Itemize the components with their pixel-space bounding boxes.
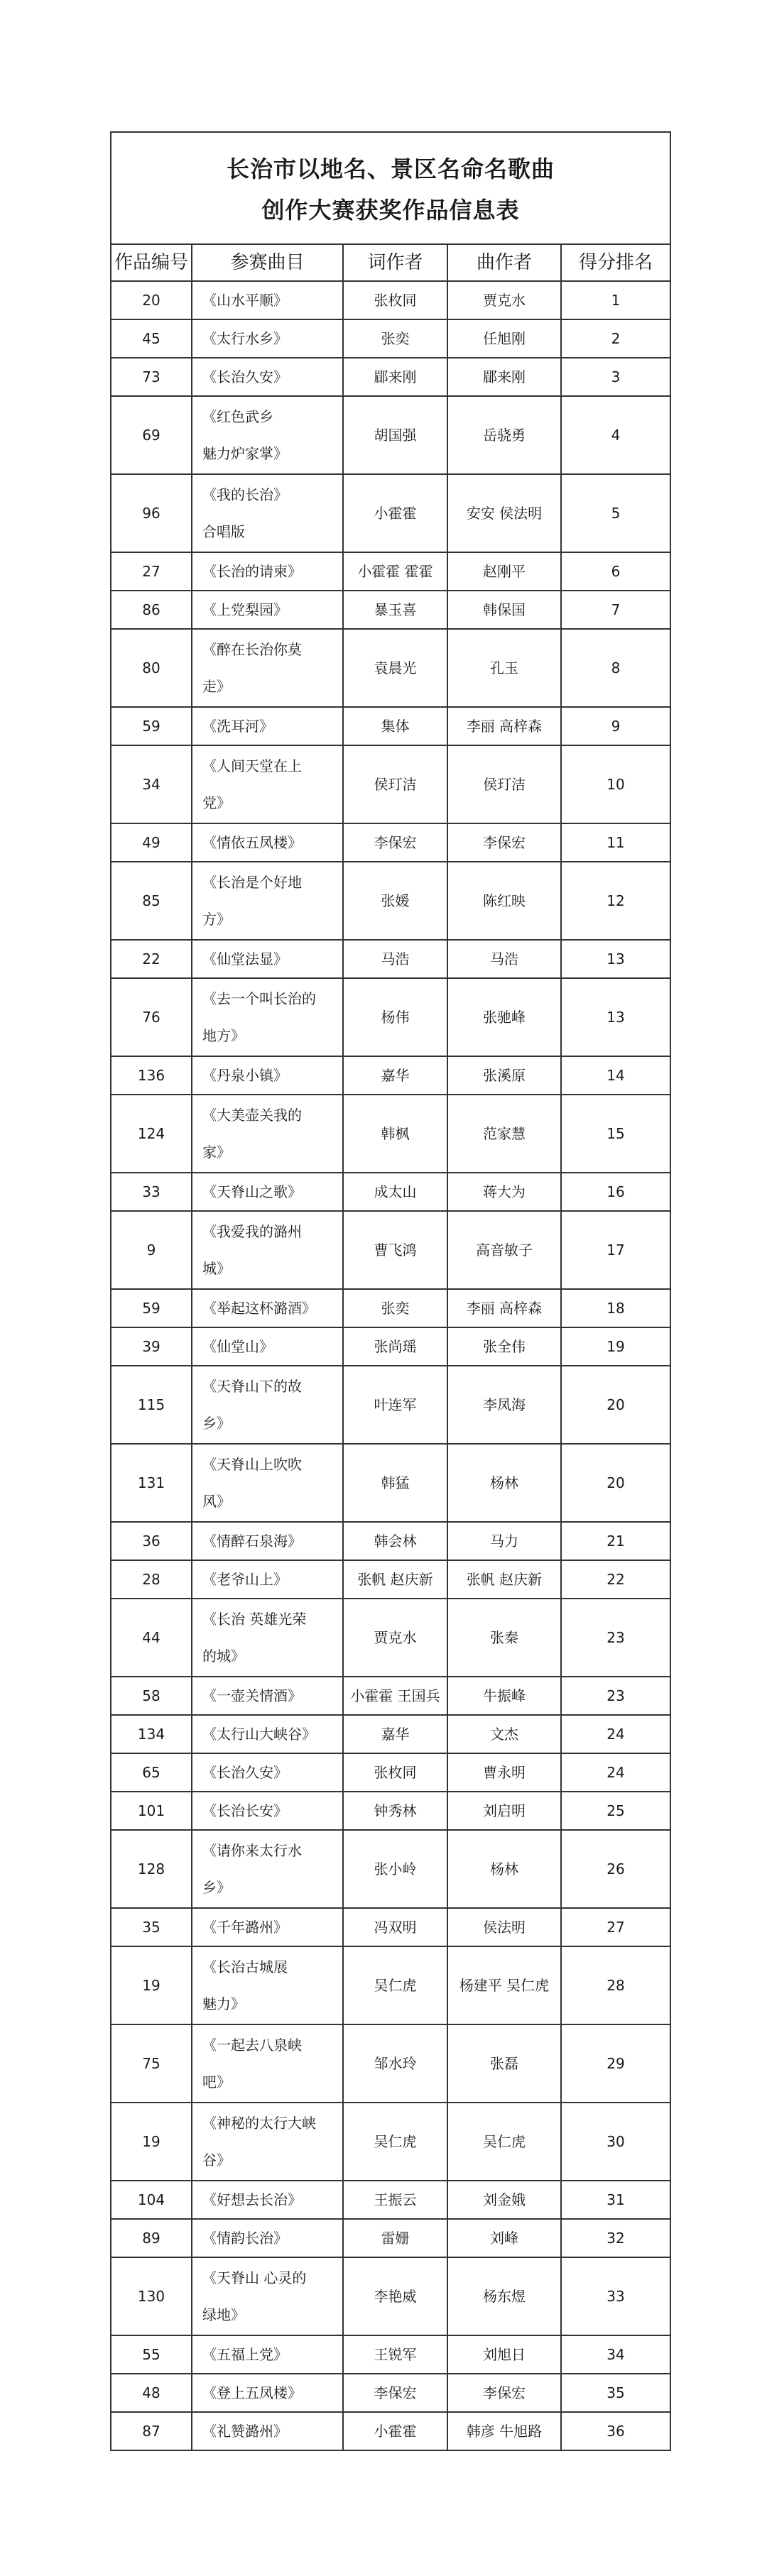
song-title-cell: 《老爷山上》: [192, 1560, 343, 1599]
work-id-cell: 27: [111, 552, 192, 591]
song-title-cell: 《情醉石泉海》: [192, 1522, 343, 1560]
work-id-cell: 59: [111, 1289, 192, 1327]
composer-cell: 杨林: [447, 1444, 561, 1522]
lyricist-cell: 张枚同: [343, 281, 447, 319]
song-title-cell: 《好想去长治》: [192, 2181, 343, 2219]
work-id-cell: 34: [111, 745, 192, 823]
work-id-cell: 22: [111, 940, 192, 978]
lyricist-cell: 李艳威: [343, 2257, 447, 2335]
song-title-cell: 《醉在长治你莫 走》: [192, 629, 343, 707]
song-title-cell: 《长治久安》: [192, 358, 343, 396]
work-id-cell: 69: [111, 396, 192, 474]
song-title-cell: 《神秘的太行大峡 谷》: [192, 2103, 343, 2181]
song-title-cell: 《我爱我的潞州 城》: [192, 1211, 343, 1289]
rank-cell: 4: [561, 396, 670, 474]
work-id-cell: 130: [111, 2257, 192, 2335]
lyricist-cell: 小霍霍: [343, 474, 447, 552]
table-row: [111, 978, 670, 1056]
lyricist-cell: 郿来刚: [343, 358, 447, 396]
composer-cell: 吴仁虎: [447, 2103, 561, 2181]
title-row: [111, 132, 670, 244]
rank-cell: 34: [561, 2335, 670, 2374]
table-row: [111, 2103, 670, 2181]
rank-cell: 23: [561, 1599, 670, 1677]
rank-cell: 6: [561, 552, 670, 591]
composer-cell: 刘金娥: [447, 2181, 561, 2219]
composer-cell: 李凤海: [447, 1366, 561, 1444]
composer-cell: 任旭刚: [447, 319, 561, 358]
table-row: [111, 474, 670, 552]
work-id-cell: 49: [111, 823, 192, 862]
composer-cell: 张驰峰: [447, 978, 561, 1056]
composer-cell: 安安 侯法明: [447, 474, 561, 552]
lyricist-cell: 成太山: [343, 1173, 447, 1211]
rank-cell: 29: [561, 2024, 670, 2103]
header-lyricist: 词作者: [343, 244, 447, 281]
table-row: [111, 591, 670, 629]
lyricist-cell: 马浩: [343, 940, 447, 978]
composer-cell: 刘启明: [447, 1792, 561, 1830]
song-title-cell: 《情依五凤楼》: [192, 823, 343, 862]
rank-cell: 17: [561, 1211, 670, 1289]
composer-cell: 陈红映: [447, 862, 561, 940]
song-title-cell: 《一起去八泉峡 吧》: [192, 2024, 343, 2103]
rank-cell: 14: [561, 1056, 670, 1095]
table-row: [111, 1560, 670, 1599]
song-title-cell: 《天脊山上吹吹 风》: [192, 1444, 343, 1522]
lyricist-cell: 韩会林: [343, 1522, 447, 1560]
song-title-cell: 《仙堂法显》: [192, 940, 343, 978]
table-row: [111, 1095, 670, 1173]
lyricist-cell: 小霍霍 王国兵: [343, 1677, 447, 1715]
song-title-cell: 《山水平顺》: [192, 281, 343, 319]
table-row: [111, 1522, 670, 1560]
table-row: [111, 1792, 670, 1830]
work-id-cell: 124: [111, 1095, 192, 1173]
composer-cell: 岳骁勇: [447, 396, 561, 474]
rank-cell: 24: [561, 1753, 670, 1792]
lyricist-cell: 曹飞鸿: [343, 1211, 447, 1289]
composer-cell: 刘峰: [447, 2219, 561, 2257]
work-id-cell: 59: [111, 707, 192, 745]
table-row: [111, 358, 670, 396]
composer-cell: 蒋大为: [447, 1173, 561, 1211]
header-composer: 曲作者: [447, 244, 561, 281]
rank-cell: 21: [561, 1522, 670, 1560]
composer-cell: 高音敏子: [447, 1211, 561, 1289]
work-id-cell: 115: [111, 1366, 192, 1444]
table-row: [111, 396, 670, 474]
work-id-cell: 58: [111, 1677, 192, 1715]
lyricist-cell: 小霍霍 霍霍: [343, 552, 447, 591]
table-row: [111, 2257, 670, 2335]
table-row: [111, 2374, 670, 2412]
song-title-cell: 《长治的请柬》: [192, 552, 343, 591]
song-title-cell: 《太行山大峡谷》: [192, 1715, 343, 1753]
table-row: [111, 1715, 670, 1753]
composer-cell: 文杰: [447, 1715, 561, 1753]
rank-cell: 36: [561, 2412, 670, 2450]
rank-cell: 20: [561, 1366, 670, 1444]
song-title-cell: 《千年潞州》: [192, 1908, 343, 1946]
composer-cell: 刘旭日: [447, 2335, 561, 2374]
rank-cell: 31: [561, 2181, 670, 2219]
composer-cell: 张帆 赵庆新: [447, 1560, 561, 1599]
composer-cell: 韩彦 牛旭路: [447, 2412, 561, 2450]
table-row: [111, 2181, 670, 2219]
composer-cell: 李丽 高梓森: [447, 707, 561, 745]
title-line-2: 创作大赛获奖作品信息表: [261, 197, 520, 224]
song-title-cell: 《五福上党》: [192, 2335, 343, 2374]
lyricist-cell: 李保宏: [343, 2374, 447, 2412]
lyricist-cell: 暴玉喜: [343, 591, 447, 629]
composer-cell: 张秦: [447, 1599, 561, 1677]
lyricist-cell: 张奕: [343, 1289, 447, 1327]
work-id-cell: 20: [111, 281, 192, 319]
work-id-cell: 85: [111, 862, 192, 940]
table-row: [111, 1211, 670, 1289]
lyricist-cell: 张奕: [343, 319, 447, 358]
song-title-cell: 《天脊山 心灵的 绿地》: [192, 2257, 343, 2335]
lyricist-cell: 袁晨光: [343, 629, 447, 707]
table-row: [111, 940, 670, 978]
work-id-cell: 89: [111, 2219, 192, 2257]
lyricist-cell: 张尚瑶: [343, 1327, 447, 1366]
lyricist-cell: 集体: [343, 707, 447, 745]
composer-cell: 侯玎洁: [447, 745, 561, 823]
table-row: [111, 745, 670, 823]
song-title-cell: 《我的长治》 合唱版: [192, 474, 343, 552]
rank-cell: 11: [561, 823, 670, 862]
composer-cell: 马力: [447, 1522, 561, 1560]
song-title-cell: 《人间天堂在上 党》: [192, 745, 343, 823]
table-row: [111, 2024, 670, 2103]
composer-cell: 杨建平 吴仁虎: [447, 1946, 561, 2024]
song-title-cell: 《太行水乡》: [192, 319, 343, 358]
lyricist-cell: 张帆 赵庆新: [343, 1560, 447, 1599]
rank-cell: 25: [561, 1792, 670, 1830]
rank-cell: 26: [561, 1830, 670, 1908]
song-title-cell: 《丹泉小镇》: [192, 1056, 343, 1095]
composer-cell: 韩保国: [447, 591, 561, 629]
lyricist-cell: 贾克水: [343, 1599, 447, 1677]
composer-cell: 李丽 高梓森: [447, 1289, 561, 1327]
song-title-cell: 《登上五凤楼》: [192, 2374, 343, 2412]
work-id-cell: 86: [111, 591, 192, 629]
composer-cell: 张全伟: [447, 1327, 561, 1366]
rank-cell: 23: [561, 1677, 670, 1715]
header-row: [111, 244, 670, 281]
rank-cell: 2: [561, 319, 670, 358]
song-title-cell: 《天脊山之歌》: [192, 1173, 343, 1211]
work-id-cell: 36: [111, 1522, 192, 1560]
work-id-cell: 101: [111, 1792, 192, 1830]
title-line-1: 长治市以地名、景区名命名歌曲: [227, 155, 555, 182]
rank-cell: 3: [561, 358, 670, 396]
song-title-cell: 《大美壶关我的 家》: [192, 1095, 343, 1173]
work-id-cell: 9: [111, 1211, 192, 1289]
rank-cell: 13: [561, 940, 670, 978]
table-row: [111, 319, 670, 358]
rank-cell: 19: [561, 1327, 670, 1366]
table-row: [111, 1946, 670, 2024]
composer-cell: 侯法明: [447, 1908, 561, 1946]
lyricist-cell: 钟秀林: [343, 1792, 447, 1830]
composer-cell: 杨东煜: [447, 2257, 561, 2335]
song-title-cell: 《长治古城展 魅力》: [192, 1946, 343, 2024]
work-id-cell: 87: [111, 2412, 192, 2450]
song-title-cell: 《天脊山下的故 乡》: [192, 1366, 343, 1444]
work-id-cell: 44: [111, 1599, 192, 1677]
table-row: [111, 1444, 670, 1522]
composer-cell: 牛振峰: [447, 1677, 561, 1715]
rank-cell: 18: [561, 1289, 670, 1327]
composer-cell: 曹永明: [447, 1753, 561, 1792]
table-row: [111, 629, 670, 707]
table-row: [111, 1599, 670, 1677]
table-row: [111, 552, 670, 591]
lyricist-cell: 嘉华: [343, 1056, 447, 1095]
lyricist-cell: 侯玎洁: [343, 745, 447, 823]
header-song: 参赛曲目: [192, 244, 343, 281]
work-id-cell: 104: [111, 2181, 192, 2219]
composer-cell: 赵刚平: [447, 552, 561, 591]
rank-cell: 24: [561, 1715, 670, 1753]
work-id-cell: 48: [111, 2374, 192, 2412]
lyricist-cell: 雷姗: [343, 2219, 447, 2257]
song-title-cell: 《洗耳河》: [192, 707, 343, 745]
rank-cell: 28: [561, 1946, 670, 2024]
work-id-cell: 19: [111, 2103, 192, 2181]
lyricist-cell: 吴仁虎: [343, 1946, 447, 2024]
work-id-cell: 136: [111, 1056, 192, 1095]
song-title-cell: 《礼赞潞州》: [192, 2412, 343, 2450]
table-row: [111, 1677, 670, 1715]
lyricist-cell: 吴仁虎: [343, 2103, 447, 2181]
composer-cell: 孔玉: [447, 629, 561, 707]
composer-cell: 杨林: [447, 1830, 561, 1908]
composer-cell: 李保宏: [447, 823, 561, 862]
song-title-cell: 《仙堂山》: [192, 1327, 343, 1366]
rank-cell: 30: [561, 2103, 670, 2181]
lyricist-cell: 韩猛: [343, 1444, 447, 1522]
table-row: [111, 1173, 670, 1211]
work-id-cell: 33: [111, 1173, 192, 1211]
composer-cell: 李保宏: [447, 2374, 561, 2412]
table-row: [111, 1753, 670, 1792]
rank-cell: 12: [561, 862, 670, 940]
work-id-cell: 55: [111, 2335, 192, 2374]
composer-cell: 郿来刚: [447, 358, 561, 396]
song-title-cell: 《长治 英雄光荣 的城》: [192, 1599, 343, 1677]
table-row: [111, 823, 670, 862]
lyricist-cell: 冯双明: [343, 1908, 447, 1946]
work-id-cell: 76: [111, 978, 192, 1056]
work-id-cell: 45: [111, 319, 192, 358]
rank-cell: 32: [561, 2219, 670, 2257]
table-row: [111, 1289, 670, 1327]
table-title: [111, 132, 670, 244]
song-title-cell: 《红色武乡 魅力炉家掌》: [192, 396, 343, 474]
composer-cell: 马浩: [447, 940, 561, 978]
song-title-cell: 《去一个叫长治的 地方》: [192, 978, 343, 1056]
work-id-cell: 28: [111, 1560, 192, 1599]
rank-cell: 20: [561, 1444, 670, 1522]
table-row: [111, 1056, 670, 1095]
lyricist-cell: 韩枫: [343, 1095, 447, 1173]
work-id-cell: 35: [111, 1908, 192, 1946]
table-row: [111, 2335, 670, 2374]
work-id-cell: 134: [111, 1715, 192, 1753]
rank-cell: 1: [561, 281, 670, 319]
rank-cell: 8: [561, 629, 670, 707]
work-id-cell: 19: [111, 1946, 192, 2024]
lyricist-cell: 张媛: [343, 862, 447, 940]
rank-cell: 5: [561, 474, 670, 552]
rank-cell: 15: [561, 1095, 670, 1173]
song-title-cell: 《情韵长治》: [192, 2219, 343, 2257]
lyricist-cell: 杨伟: [343, 978, 447, 1056]
work-id-cell: 75: [111, 2024, 192, 2103]
header-id: 作品编号: [111, 244, 192, 281]
work-id-cell: 39: [111, 1327, 192, 1366]
lyricist-cell: 邹水玲: [343, 2024, 447, 2103]
song-title-cell: 《上党梨园》: [192, 591, 343, 629]
composer-cell: 范家慧: [447, 1095, 561, 1173]
table-row: [111, 862, 670, 940]
work-id-cell: 131: [111, 1444, 192, 1522]
award-info-table: [110, 131, 671, 2451]
lyricist-cell: 胡国强: [343, 396, 447, 474]
composer-cell: 贾克水: [447, 281, 561, 319]
song-title-cell: 《长治是个好地 方》: [192, 862, 343, 940]
table-row: [111, 1830, 670, 1908]
table-row: [111, 1908, 670, 1946]
lyricist-cell: 张枚同: [343, 1753, 447, 1792]
composer-cell: 张溪原: [447, 1056, 561, 1095]
rank-cell: 13: [561, 978, 670, 1056]
song-title-cell: 《长治久安》: [192, 1753, 343, 1792]
work-id-cell: 128: [111, 1830, 192, 1908]
rank-cell: 22: [561, 1560, 670, 1599]
rank-cell: 16: [561, 1173, 670, 1211]
song-title-cell: 《长治长安》: [192, 1792, 343, 1830]
lyricist-cell: 王振云: [343, 2181, 447, 2219]
work-id-cell: 80: [111, 629, 192, 707]
song-title-cell: 《举起这杯潞酒》: [192, 1289, 343, 1327]
work-id-cell: 73: [111, 358, 192, 396]
lyricist-cell: 李保宏: [343, 823, 447, 862]
table-row: [111, 2412, 670, 2450]
table-row: [111, 1366, 670, 1444]
table-row: [111, 1327, 670, 1366]
lyricist-cell: 王锐军: [343, 2335, 447, 2374]
work-id-cell: 96: [111, 474, 192, 552]
table-row: [111, 281, 670, 319]
composer-cell: 张磊: [447, 2024, 561, 2103]
rank-cell: 7: [561, 591, 670, 629]
lyricist-cell: 张小岭: [343, 1830, 447, 1908]
rank-cell: 35: [561, 2374, 670, 2412]
lyricist-cell: 叶连军: [343, 1366, 447, 1444]
song-title-cell: 《一壶关情酒》: [192, 1677, 343, 1715]
table-row: [111, 707, 670, 745]
table-row: [111, 2219, 670, 2257]
lyricist-cell: 嘉华: [343, 1715, 447, 1753]
rank-cell: 27: [561, 1908, 670, 1946]
rank-cell: 33: [561, 2257, 670, 2335]
rank-cell: 10: [561, 745, 670, 823]
lyricist-cell: 小霍霍: [343, 2412, 447, 2450]
rank-cell: 9: [561, 707, 670, 745]
song-title-cell: 《请你来太行水 乡》: [192, 1830, 343, 1908]
work-id-cell: 65: [111, 1753, 192, 1792]
header-rank: 得分排名: [561, 244, 670, 281]
